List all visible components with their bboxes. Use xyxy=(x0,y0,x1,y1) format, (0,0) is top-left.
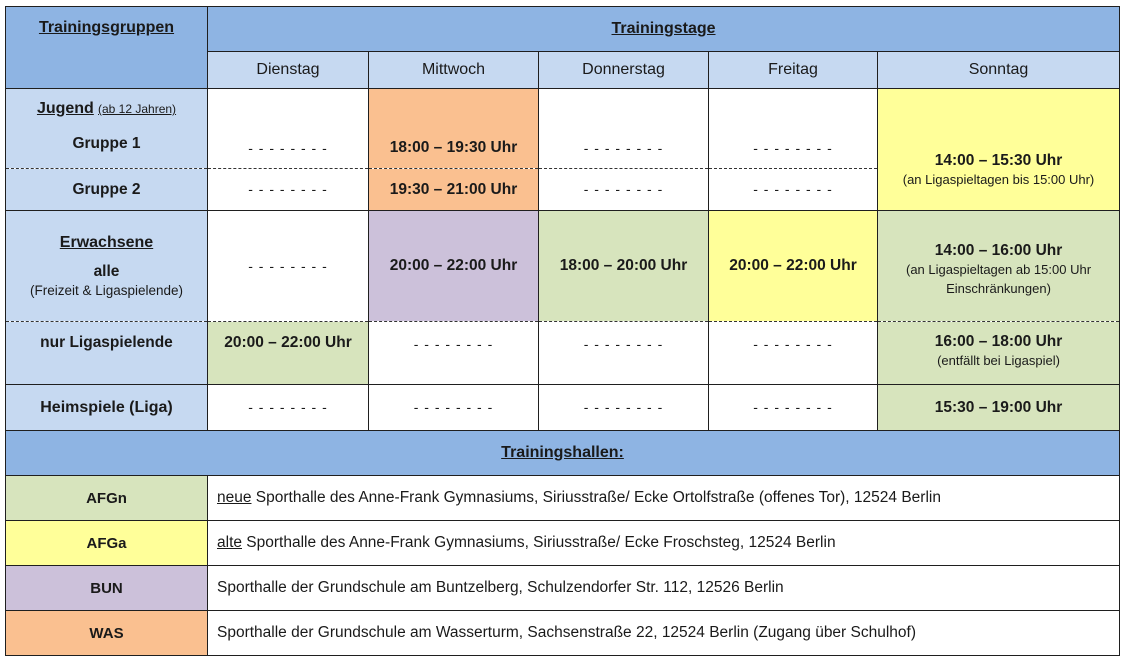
jugend-title: Jugend xyxy=(36,100,94,117)
liga-thursday: - - - - - - - - xyxy=(539,322,709,385)
day-sunday: Sonntag xyxy=(878,52,1120,89)
jugend-g2-tuesday: - - - - - - - - xyxy=(208,169,369,211)
days-header-cell xyxy=(208,7,1120,52)
erwachsene-sunday-note1: (an Ligaspieltagen ab 15:00 Uhr xyxy=(906,261,1092,277)
erwachsene-tuesday: - - - - - - - - xyxy=(208,211,369,322)
jugend-sunday-time: 14:00 – 15:30 Uhr xyxy=(934,151,1063,169)
liga-friday: - - - - - - - - xyxy=(709,322,878,385)
jugend-group2-label: Gruppe 2 xyxy=(6,169,208,211)
heimspiele-wednesday: - - - - - - - - xyxy=(369,385,539,431)
erwachsene-alle: alle xyxy=(93,262,120,280)
heimspiele-thursday: - - - - - - - - xyxy=(539,385,709,431)
jugend-g1-wednesday: 18:00 – 19:30 Uhr xyxy=(369,89,539,169)
liga-wednesday: - - - - - - - - xyxy=(369,322,539,385)
liga-tuesday: 20:00 – 22:00 Uhr xyxy=(208,322,369,385)
liga-label: nur Ligaspielende xyxy=(6,322,208,385)
erwachsene-friday: 20:00 – 22:00 Uhr xyxy=(709,211,878,322)
jugend-g1-tuesday: - - - - - - - - xyxy=(208,89,369,169)
jugend-group1-label: Gruppe 1 xyxy=(72,135,141,152)
liga-sunday xyxy=(878,322,1120,385)
day-thursday: Donnerstag xyxy=(539,52,709,89)
groups-header-cell xyxy=(6,7,208,89)
day-friday: Freitag xyxy=(709,52,878,89)
day-wednesday: Mittwoch xyxy=(369,52,539,89)
erwachsene-thursday: 18:00 – 20:00 Uhr xyxy=(539,211,709,322)
liga-sunday-time: 16:00 – 18:00 Uhr xyxy=(934,333,1063,350)
hall-address-was: Sporthalle der Grundschule am Wasserturm, Sachsenstraße 22, 12524 Berlin (Zugang über Schulhof) xyxy=(208,611,1120,656)
hall-code-afgn: AFGn xyxy=(6,476,208,521)
erwachsene-wednesday: 20:00 – 22:00 Uhr xyxy=(369,211,539,322)
hall-code-was: WAS xyxy=(6,611,208,656)
hall-address-afga: alte Sporthalle des Anne-Frank Gymnasiums, Siriusstraße/ Ecke Froschsteg, 12524 Berlin xyxy=(208,521,1120,566)
heimspiele-tuesday: - - - - - - - - xyxy=(208,385,369,431)
days-title: Trainingstage xyxy=(611,20,716,37)
erwachsene-sunday xyxy=(878,211,1120,322)
hall-address-bun: Sporthalle der Grundschule am Buntzelberg, Schulzendorfer Str. 112, 12526 Berlin xyxy=(208,566,1120,611)
erwachsene-alle-note: (Freizeit & Ligaspielende) xyxy=(29,282,184,298)
hall-address-afgn: neue Sporthalle des Anne-Frank Gymnasiums, Siriusstraße/ Ecke Ortolfstraße (offenes Tor), 12524 Berlin xyxy=(208,476,1120,521)
erwachsene-sunday-time: 14:00 – 16:00 Uhr xyxy=(934,241,1063,259)
heimspiele-label: Heimspiele (Liga) xyxy=(6,385,208,431)
groups-title: Trainingsgruppen xyxy=(38,19,175,36)
erwachsene-sunday-note2: Einschränkungen) xyxy=(946,280,1051,296)
jugend-group1-label-cell xyxy=(6,89,208,169)
heimspiele-friday: - - - - - - - - xyxy=(709,385,878,431)
erwachsene-title: Erwachsene xyxy=(59,233,154,251)
training-schedule-table xyxy=(5,6,1120,656)
jugend-sunday-note: (an Ligaspieltagen bis 15:00 Uhr) xyxy=(902,171,1095,187)
jugend-g2-friday: - - - - - - - - xyxy=(709,169,878,211)
jugend-g2-wednesday: 19:30 – 21:00 Uhr xyxy=(369,169,539,211)
jugend-g1-friday: - - - - - - - - xyxy=(709,89,878,169)
erwachsene-label-cell xyxy=(6,211,208,322)
schedule-document xyxy=(5,6,1119,662)
jugend-age: (ab 12 Jahren) xyxy=(98,102,177,116)
liga-sunday-note: (entfällt bei Ligaspiel) xyxy=(937,353,1060,368)
halls-title: Trainingshallen: xyxy=(501,444,624,461)
jugend-sunday xyxy=(878,89,1120,211)
hall-code-afga: AFGa xyxy=(6,521,208,566)
hall-code-bun: BUN xyxy=(6,566,208,611)
jugend-g1-thursday: - - - - - - - - xyxy=(539,89,709,169)
day-tuesday: Dienstag xyxy=(208,52,369,89)
heimspiele-sunday: 15:30 – 19:00 Uhr xyxy=(878,385,1120,431)
jugend-g2-thursday: - - - - - - - - xyxy=(539,169,709,211)
halls-header-cell xyxy=(6,431,1120,476)
